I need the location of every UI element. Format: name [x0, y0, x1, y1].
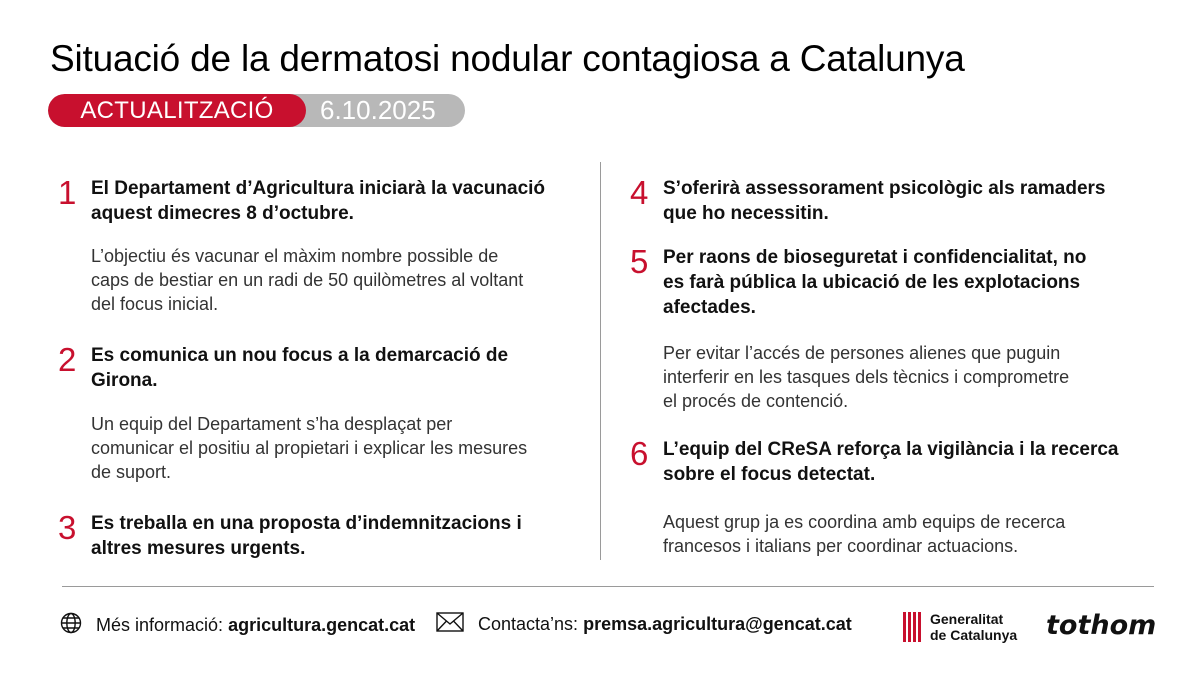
item-headline: L’equip del CReSA reforça la vigilància i la recerca sobre el focus detectat.: [663, 439, 1119, 485]
page-title: Situació de la dermatosi nodular contagiosa a Catalunya: [50, 38, 965, 79]
senyera-icon: [902, 612, 922, 642]
column-divider: [600, 162, 601, 560]
gencat-line-2: de Catalunya: [930, 627, 1018, 643]
item-number: 4: [630, 174, 649, 211]
item-number: 3: [58, 509, 77, 546]
generalitat-logo: [902, 611, 1017, 643]
globe-icon: [60, 612, 82, 639]
info-link[interactable]: agricultura.gencat.cat: [228, 615, 416, 635]
footer-divider: [62, 586, 1154, 587]
info-label: Més informació:: [96, 615, 224, 635]
item-number: 2: [58, 341, 77, 378]
tothom-logo: [1044, 604, 1156, 644]
tothom-wordmark: tothom: [1046, 610, 1156, 641]
item-headline: Per raons de bioseguretat i confidencialitat, no es farà pública la ubicació de les explotacions afectades.: [663, 247, 1087, 318]
footer-contact: [436, 612, 852, 637]
item-number: 6: [630, 435, 649, 472]
item-number: 5: [630, 243, 649, 280]
envelope-icon: [436, 612, 464, 637]
item-number: 1: [58, 174, 77, 211]
item-text: L’objectiu és vacunar el màxim nombre possible de caps de bestiar en un radi de 50 quilòmetres al voltant del focus inicial.: [91, 246, 524, 314]
update-badge: [48, 94, 465, 127]
item-headline: El Departament d’Agricultura iniciarà la vacunació aquest dimecres 8 d’octubre.: [91, 178, 546, 224]
update-label: ACTUALITZACIÓ: [48, 94, 306, 127]
item-text: Un equip del Departament s’ha desplaçat per comunicar el positiu al propietari i explicar les mesures de suport.: [91, 414, 528, 482]
footer-info: [60, 612, 415, 639]
item-text: Per evitar l’accés de persones alienes que puguin interferir en les tasques dels tècnics i comprometre el procés de contenció.: [663, 343, 1070, 411]
item-headline: Es comunica un nou focus a la demarcació de Girona.: [91, 345, 509, 391]
contact-label: Contacta’ns:: [478, 614, 579, 634]
update-date: 6.10.2025: [320, 95, 436, 125]
item-headline: S’oferirà assessorament psicològic als ramaders que ho necessitin.: [663, 178, 1106, 224]
gencat-line-1: Generalitat: [930, 611, 1004, 627]
item-text: Aquest grup ja es coordina amb equips de recerca francesos i italians per coordinar actuacions.: [663, 512, 1066, 556]
item-headline: Es treballa en una proposta d’indemnitzacions i altres mesures urgents.: [91, 513, 522, 559]
contact-email[interactable]: premsa.agricultura@gencat.cat: [583, 614, 852, 634]
